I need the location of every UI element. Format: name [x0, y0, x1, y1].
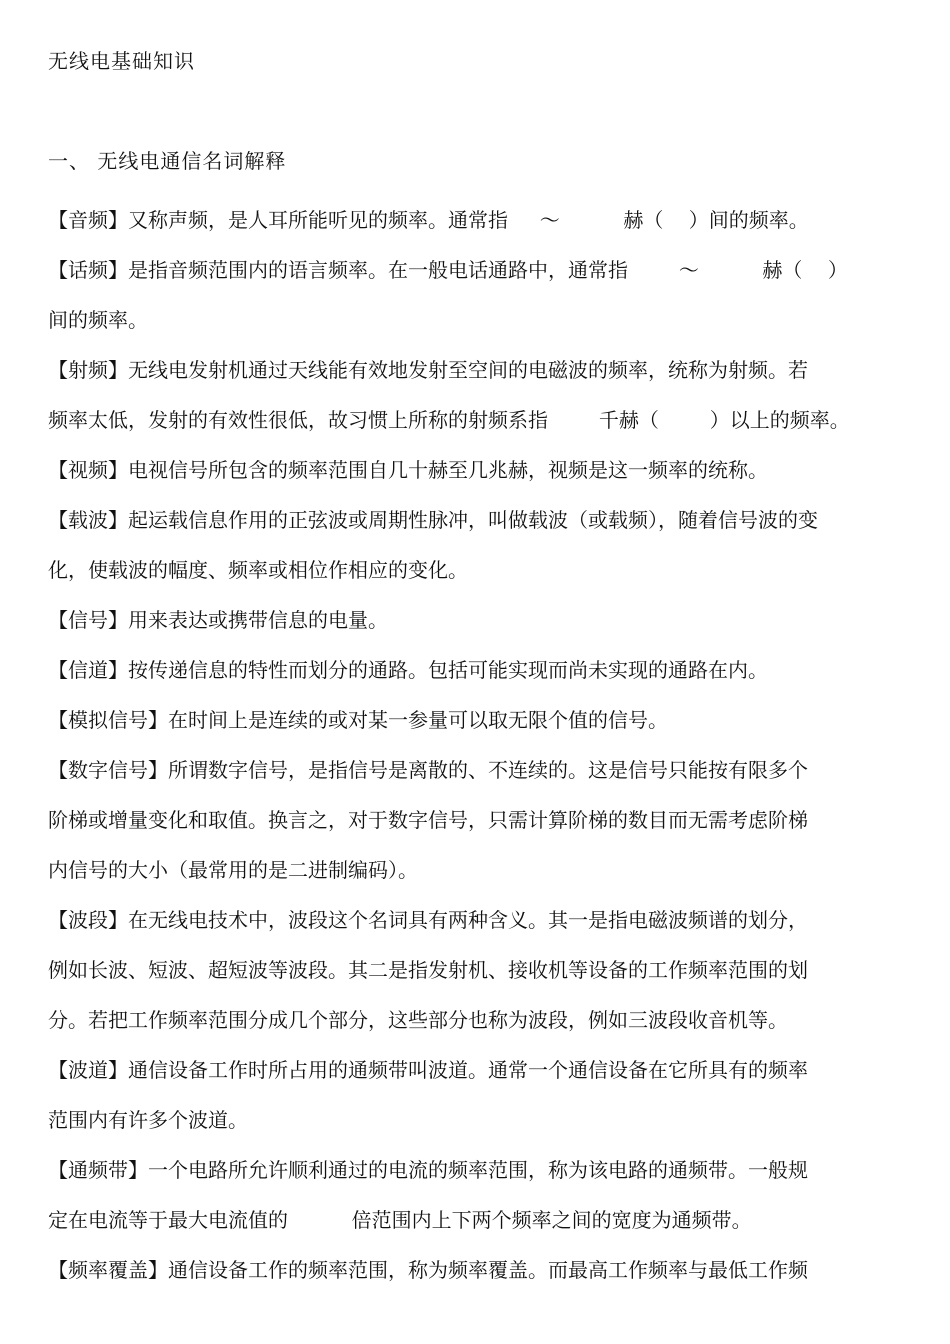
line-text: 无线电发射机通过天线能有效地发射至空间的电磁波的频率，统称为射频。若: [128, 358, 808, 382]
term-label: 【信号】: [48, 608, 128, 632]
line-text: 是指音频范围内的语言频率。在一般电话通路中，通常指 ～ 赫（ ）: [128, 258, 848, 282]
text-line: [48, 695, 910, 745]
line-text: 电视信号所包含的频率范围自几十赫至几兆赫，视频是这一频率的统称。: [128, 458, 768, 482]
line-text: 阶梯或增量变化和取值。换言之，对于数字信号，只需计算阶梯的数目而无需考虑阶梯: [48, 808, 808, 832]
term-label: 【波道】: [48, 1058, 128, 1082]
term-label: 【信道】: [48, 658, 128, 682]
line-text: 按传递信息的特性而划分的通路。包括可能实现而尚未实现的通路在内。: [128, 658, 768, 682]
text-line: [48, 1045, 910, 1095]
text-line: [48, 645, 910, 695]
term-label: 【视频】: [48, 458, 128, 482]
line-text: 起运载信息作用的正弦波或周期性脉冲，叫做载波（或载频），随着信号波的变: [128, 508, 818, 532]
text-line: [48, 895, 910, 945]
text-line: [48, 1145, 910, 1195]
line-text: 用来表达或携带信息的电量。: [128, 608, 388, 632]
text-line: [48, 245, 910, 295]
line-text: 一个电路所允许顺利通过的电流的频率范围，称为该电路的通频带。一般规: [148, 1158, 808, 1182]
line-text: 频率太低，发射的有效性很低，故习惯上所称的射频系指 千赫（ ）以上的频率。: [48, 408, 850, 432]
term-label: 【射频】: [48, 358, 128, 382]
term-label: 【音频】: [48, 208, 128, 232]
text-line: [48, 445, 910, 495]
text-line: [48, 945, 910, 995]
text-line: [48, 795, 910, 845]
text-line: [48, 545, 910, 595]
line-text: 所谓数字信号，是指信号是离散的、不连续的。这是信号只能按有限多个: [168, 758, 808, 782]
line-text: 内信号的大小（最常用的是二进制编码）。: [48, 858, 418, 882]
text-line: [48, 595, 910, 645]
term-label: 【波段】: [48, 908, 128, 932]
term-label: 【话频】: [48, 258, 128, 282]
text-line: [48, 845, 910, 895]
text-line: [48, 495, 910, 545]
line-text: 在时间上是连续的或对某一参量可以取无限个值的信号。: [168, 708, 668, 732]
term-label: 【数字信号】: [48, 758, 168, 782]
term-label: 【模拟信号】: [48, 708, 168, 732]
text-line: [48, 1095, 910, 1145]
section-heading: 一、 无线电通信名词解释: [48, 149, 287, 173]
text-line: [48, 295, 910, 345]
line-text: 化，使载波的幅度、频率或相位作相应的变化。: [48, 558, 468, 582]
document-body: [48, 195, 910, 1295]
line-text: 通信设备工作时所占用的通频带叫波道。通常一个通信设备在它所具有的频率: [128, 1058, 808, 1082]
term-label: 【载波】: [48, 508, 128, 532]
line-text: 范围内有许多个波道。: [48, 1108, 248, 1132]
line-text: 通信设备工作的频率范围，称为频率覆盖。而最高工作频率与最低工作频: [168, 1258, 808, 1282]
line-text: 间的频率。: [48, 308, 148, 332]
line-text: 定在电流等于最大电流值的 倍范围内上下两个频率之间的宽度为通频带。: [48, 1208, 752, 1232]
text-line: [48, 1245, 910, 1295]
line-text: 又称声频，是人耳所能听见的频率。通常指 ～ 赫（ ）间的频率。: [128, 208, 809, 232]
text-line: [48, 745, 910, 795]
text-line: [48, 1195, 910, 1245]
document-title: 无线电基础知识: [48, 49, 195, 73]
line-text: 例如长波、短波、超短波等波段。其二是指发射机、接收机等设备的工作频率范围的划: [48, 958, 808, 982]
text-line: [48, 995, 910, 1045]
line-text: 分。若把工作频率范围分成几个部分，这些部分也称为波段，例如三波段收音机等。: [48, 1008, 788, 1032]
term-label: 【通频带】: [48, 1158, 148, 1182]
term-label: 【频率覆盖】: [48, 1258, 168, 1282]
line-text: 在无线电技术中，波段这个名词具有两种含义。其一是指电磁波频谱的划分，: [128, 908, 808, 932]
text-line: [48, 345, 910, 395]
text-line: [48, 395, 910, 445]
text-line: [48, 195, 910, 245]
